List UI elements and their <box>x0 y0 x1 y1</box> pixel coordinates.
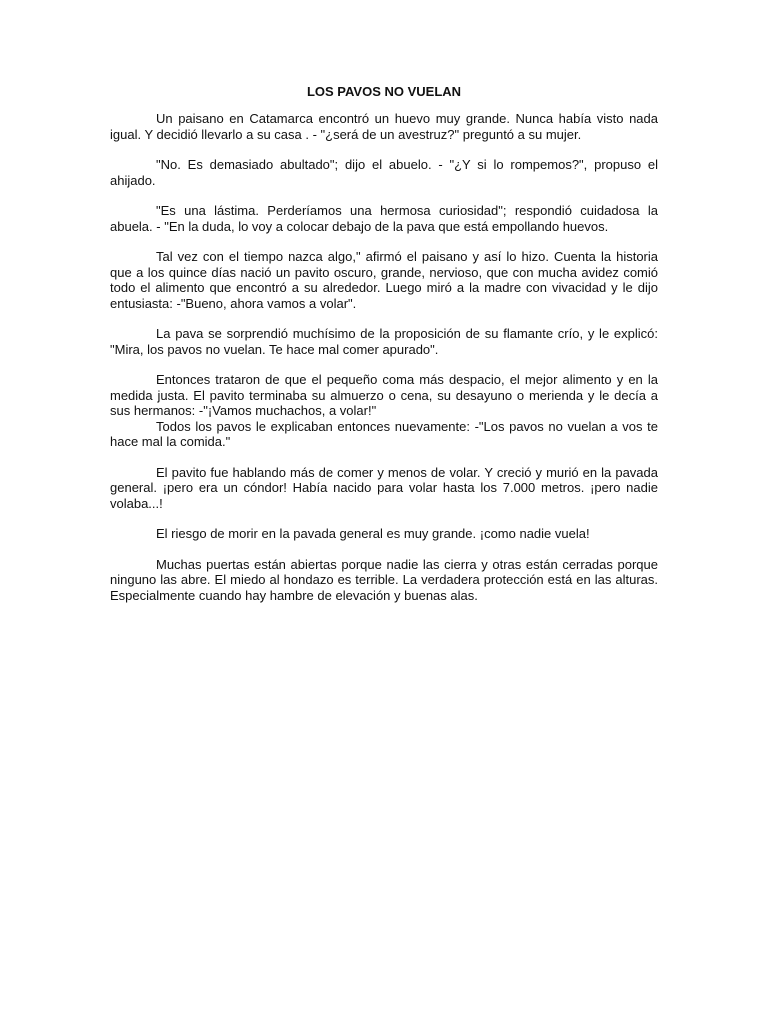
paragraph: Tal vez con el tiempo nazca algo," afirmó el paisano y así lo hizo. Cuenta la historia que a los quince días nació un pavito oscuro, grande, nervioso, que con mucha avidez comió todo el alimento que encontró a su alrededor. Luego miró a la madre con vivacidad y le dijo entusiasta: -"Bueno, ahora vamos a volar". <box>110 249 658 311</box>
paragraph: Un paisano en Catamarca encontró un huevo muy grande. Nunca había visto nada igual. Y decidió llevarlo a su casa . - "¿será de un avestruz?" preguntó a su mujer. <box>110 111 658 142</box>
paragraph: El riesgo de morir en la pavada general es muy grande. ¡como nadie vuela! <box>156 526 590 541</box>
paragraph: "Es una lástima. Perderíamos una hermosa curiosidad"; respondió cuidadosa la abuela. - "En la duda, lo voy a colocar debajo de la pava que está empollando huevos. <box>110 203 658 234</box>
paragraph: Todos los pavos le explicaban entonces nuevamente: -"Los pavos no vuelan a vos te hace mal la comida." <box>110 418 658 449</box>
paragraph: Entonces trataron de que el pequeño coma más despacio, el mejor alimento y en la medida justa. El pavito terminaba su almuerzo o cena, su desayuno o merienda y le decía a sus hermanos: -"¡Vamos muchachos, a volar!" <box>110 372 658 418</box>
paragraph: La pava se sorprendió muchísimo de la proposición de su flamante crío, y le explicó: "Mira, los pavos no vuelan. Te hace mal comer apurado". <box>110 326 658 357</box>
document-page <box>110 84 658 618</box>
document-title: LOS PAVOS NO VUELAN <box>306 84 462 99</box>
paragraph: El pavito fue hablando más de comer y menos de volar. Y creció y murió en la pavada general. ¡pero era un cóndor! Había nacido para volar hasta los 7.000 metros. ¡pero nadie volaba...! <box>110 464 658 511</box>
paragraph: "No. Es demasiado abultado"; dijo el abuelo. - "¿Y si lo rompemos?", propuso el ahijado. <box>110 157 658 188</box>
paragraph: Muchas puertas están abiertas porque nadie las cierra y otras están cerradas porque ninguno las abre. El miedo al hondazo es terrible. La verdadera protección está en las alturas. Especialmente cuando hay hambre de elevación y buenas alas. <box>110 556 658 603</box>
